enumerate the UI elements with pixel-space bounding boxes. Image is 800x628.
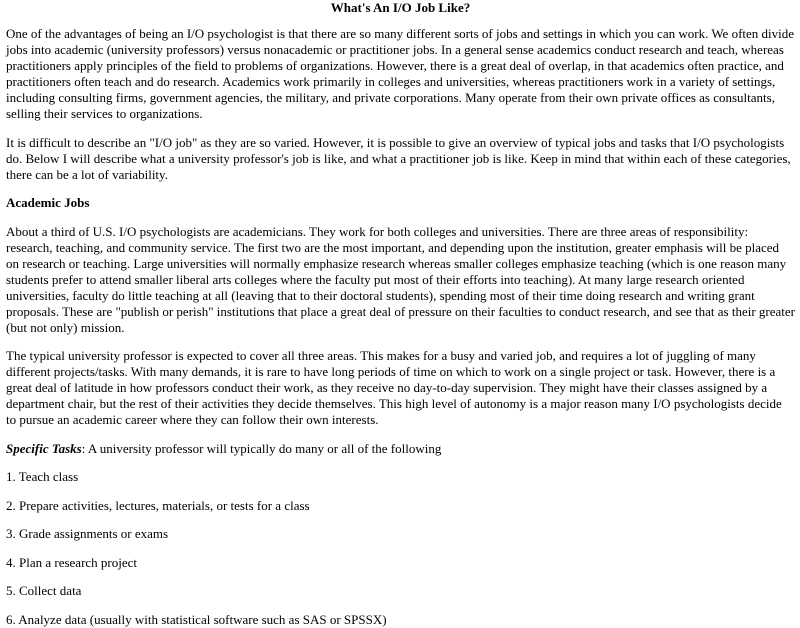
- task-item: 1. Teach class: [6, 469, 79, 484]
- task-item: 3. Grade assignments or exams: [6, 526, 169, 541]
- intro-paragraph: One of the advantages of being an I/O psychologist is that there are so many different sorts of jobs and settings in which you can work. We often divide jobs into academic (university professors) versus nonacademic or practitioner jobs. In a general sense academics conduct research and teach, whereas practitioners apply principles of the field to problems of organizations. However, there is a great deal of overlap, in that academics often practice, and practitioners often teach and do research. Academics work primarily in colleges and universities, whereas practitioners work in a variety of settings, including consulting firms, government agencies, the military, and private corporations. Many operate from their own private offices as consultants, selling their services to organizations.: [6, 26, 795, 121]
- page-title: What's An I/O Job Like?: [330, 0, 471, 15]
- section-heading-academic-jobs: Academic Jobs: [6, 195, 90, 210]
- tasks-intro-text: : A university professor will typically do many or all of the following: [81, 440, 442, 456]
- task-item: 4. Plan a research project: [6, 554, 138, 570]
- task-item: 5. Collect data: [6, 583, 82, 598]
- tasks-intro: [6, 441, 795, 457]
- tasks-label: Specific Tasks: [6, 440, 82, 456]
- task-item: 6. Analyze data (usually with statistical software such as SAS or SPSSX): [6, 611, 387, 627]
- academic-paragraph: The typical university professor is expected to cover all three areas. This makes for a busy and varied job, and requires a lot of juggling of many different projects/tasks. With many demands, it is rare to have long periods of time on which to work on a single project or task. However, there is a great deal of latitude in how professors conduct their work, as they receive no day-to-day supervision. They might have their classes assigned by a department chair, but the rest of their activities they decide themselves. This high level of autonomy is a major reason many I/O psychologists decide to pursue an academic career where they can follow their own interests.: [6, 348, 782, 427]
- academic-paragraph: About a third of U.S. I/O psychologists are academicians. They work for both colleges and universities. There are three areas of responsibility: research, teaching, and community service. The first two are the most important, and depending upon the institution, greater emphasis will be placed on research or teaching. Large universities will normally emphasize research whereas smaller colleges emphasize teaching (which is one reason many students prefer to attend smaller liberal arts colleges where the faculty put most of their efforts into teaching). At many large research oriented universities, faculty do little teaching at all (leaving that to their doctoral students), spending most of their time doing research and writing grant proposals. These are "publish or perish" institutions that place a great deal of pressure on their faculties to conduct research, and see that as their greater (but not only) mission.: [6, 223, 796, 335]
- task-item: 2. Prepare activities, lectures, materials, or tests for a class: [6, 497, 310, 513]
- intro-paragraph: It is difficult to describe an "I/O job" as they are so varied. However, it is possible to give an overview of typical jobs and tasks that I/O psychologists do. Below I will describe what a university professor's job is like, and what a practitioner job is like. Keep in mind that within each of these categories, there can be a lot of variability.: [6, 134, 791, 182]
